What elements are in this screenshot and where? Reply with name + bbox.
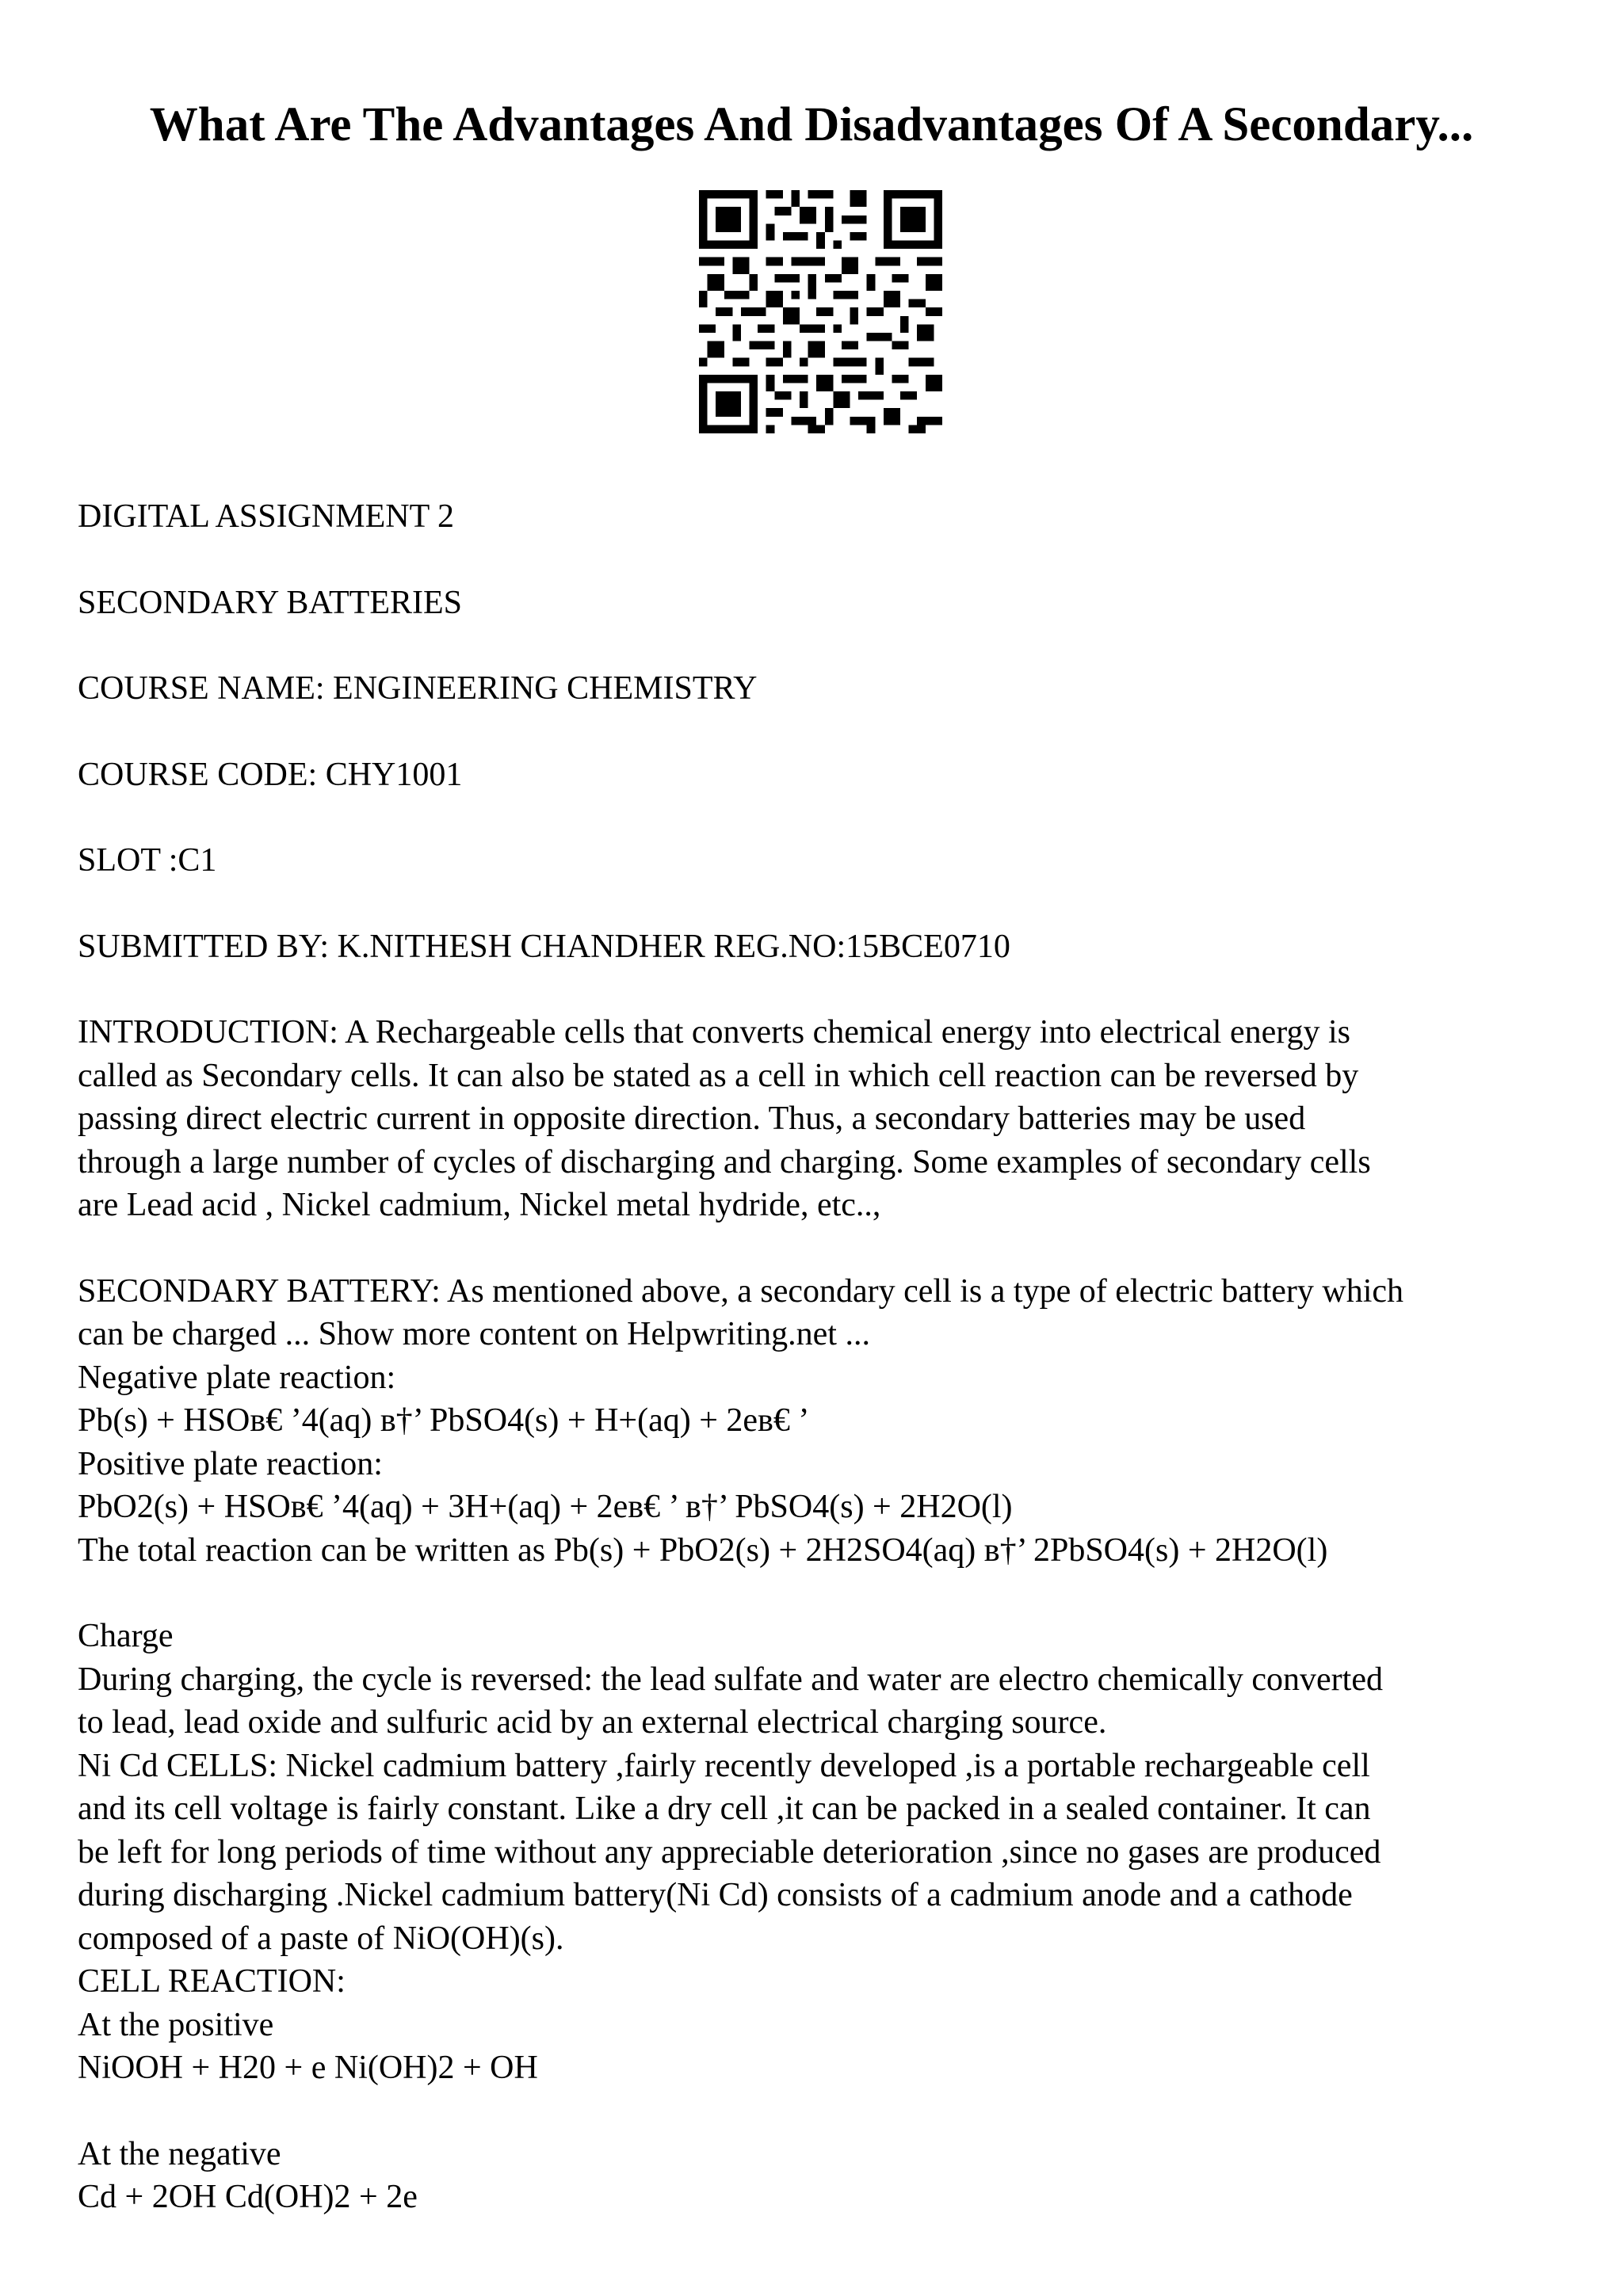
intro-line: passing direct electric current in opposite direction. Thus, a secondary batteries may be used [78,1100,1306,1137]
intro-line: INTRODUCTION: A Rechargeable cells that converts chemical energy into electrical energy is [78,1014,1350,1051]
nicd-line: and its cell voltage is fairly constant. Like a dry cell ,it can be packed in a sealed container. It can [78,1791,1371,1827]
page-title: What Are The Advantages And Disadvantages Of A Secondary... [149,98,1474,151]
course-name-line: COURSE NAME: ENGINEERING CHEMISTRY [78,670,758,707]
negative-plate-heading: Negative plate reaction: [78,1359,396,1396]
negative-plate-equation: Pb(s) + HSOв€ ’4(aq) в†’ PbSO4(s) + H+(aq) + 2eв€ ’ [78,1402,810,1439]
positive-plate-heading: Positive plate reaction: [78,1445,383,1482]
positive-heading: At the positive [78,2006,274,2043]
charge-line: During charging, the cycle is reversed: the lead sulfate and water are electro chemically converted [78,1661,1383,1698]
secondary-battery-line: SECONDARY BATTERY: As mentioned above, a secondary cell is a type of electric battery which [78,1272,1404,1310]
positive-plate-equation: PbO2(s) + HSOв€ ’4(aq) + 3H+(aq) + 2eв€ ’ в†’ PbSO4(s) + 2H2O(l) [78,1489,1013,1525]
cell-reaction-heading: CELL REACTION: [78,1963,346,2000]
topic-line: SECONDARY BATTERIES [78,584,462,621]
secondary-battery-line: can be charged ... Show more content on Helpwriting.net ... [78,1316,870,1352]
nicd-line: be left for long periods of time without any appreciable deterioration ,since no gases are produced [78,1833,1381,1871]
positive-equation: NiOOH + H20 + e Ni(OH)2 + OH [78,2050,538,2086]
qr-code-icon [699,190,942,433]
document-body [78,495,1583,2219]
nicd-line: Ni Cd CELLS: Nickel cadmium battery ,fairly recently developed ,is a portable rechargeable cell [78,1747,1370,1784]
slot-line: SLOT :C1 [78,842,217,879]
nicd-line: composed of a paste of NiO(OH)(s). [78,1920,564,1957]
intro-line: are Lead acid , Nickel cadmium, Nickel metal hydride, etc.., [78,1187,881,1223]
charge-line: to lead, lead oxide and sulfuric acid by an external electrical charging source. [78,1704,1107,1741]
nicd-line: during discharging .Nickel cadmium battery(Ni Cd) consists of a cadmium anode and a cathode [78,1877,1353,1913]
course-code-line: COURSE CODE: CHY1001 [78,756,463,793]
assignment-title: DIGITAL ASSIGNMENT 2 [78,498,454,535]
submitted-by-line: SUBMITTED BY: K.NITHESH CHANDHER REG.NO:15BCE0710 [78,928,1010,965]
total-reaction-line: The total reaction can be written as Pb(s) + PbO2(s) + 2H2SO4(aq) в†’ 2PbSO4(s) + 2H2O(l) [78,1531,1328,1569]
negative-heading: At the negative [78,2135,281,2172]
charge-heading: Charge [78,1618,174,1654]
intro-line: through a large number of cycles of discharging and charging. Some examples of secondary cells [78,1143,1371,1180]
negative-equation: Cd + 2OH Cd(OH)2 + 2e [78,2179,418,2215]
intro-line: called as Secondary cells. It can also be stated as a cell in which cell reaction can be reversed by [78,1057,1359,1094]
